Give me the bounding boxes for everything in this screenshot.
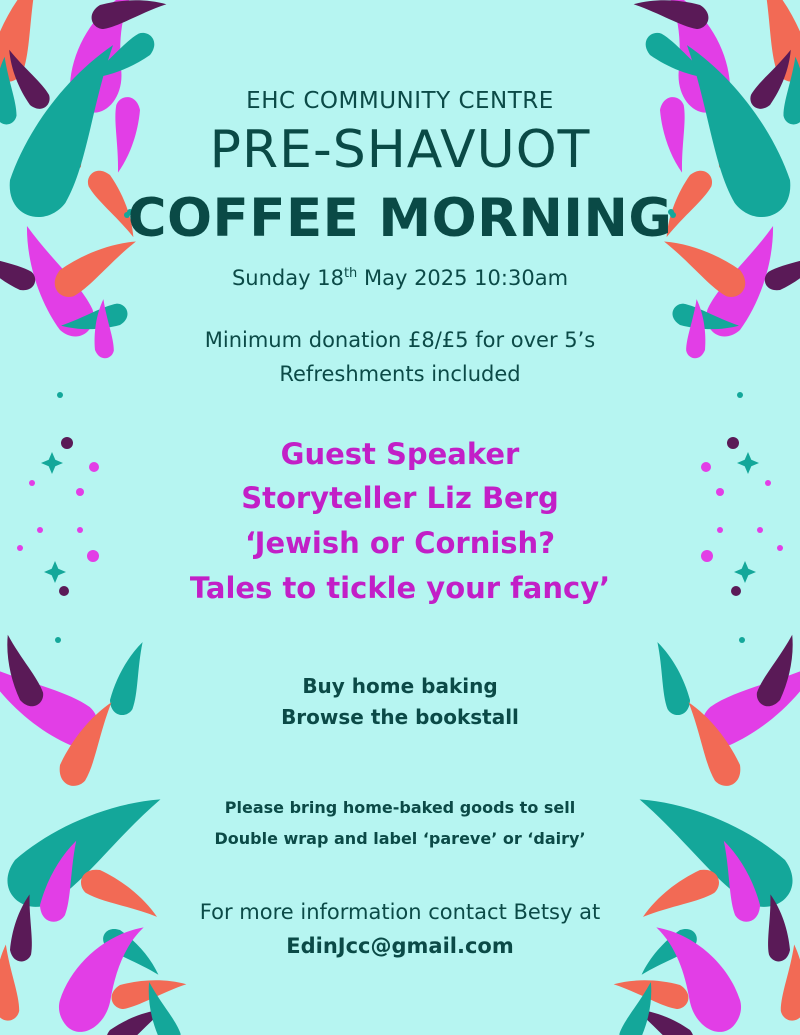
contact-email: EdinJcc@gmail.com — [286, 934, 514, 958]
paint-splash-icon — [0, 635, 164, 825]
activity-bookstall: Browse the bookstall — [281, 705, 519, 729]
activity-baking: Buy home baking — [302, 674, 498, 698]
talk-title-line2: Tales to tickle your fancy’ — [189, 571, 611, 605]
event-date — [0, 266, 800, 290]
event-title-line1: PRE-SHAVUOT — [209, 120, 591, 180]
refreshments-info: Refreshments included — [279, 362, 521, 386]
event-date-day: Sunday 18 — [231, 266, 344, 290]
talk-title-line1: ‘Jewish or Cornish? — [244, 526, 556, 560]
donation-info: Minimum donation £8/£5 for over 5’s — [204, 328, 596, 352]
contact-text: For more information contact Betsy at — [199, 900, 601, 924]
speaker-heading: Guest Speaker — [280, 437, 520, 471]
organizer-name: EHC COMMUNITY CENTRE — [246, 88, 554, 114]
baking-note-line2: Double wrap and label ‘pareve’ or ‘dairy’ — [214, 829, 586, 848]
event-title-line2: COFFEE MORNING — [127, 188, 673, 249]
event-date-rest: May 2025 10:30am — [357, 266, 569, 290]
speaker-name: Storyteller Liz Berg — [241, 481, 559, 515]
event-date-ordinal: th — [343, 266, 358, 281]
paint-splash-icon — [636, 635, 800, 825]
baking-note-line1: Please bring home-baked goods to sell — [224, 798, 576, 817]
